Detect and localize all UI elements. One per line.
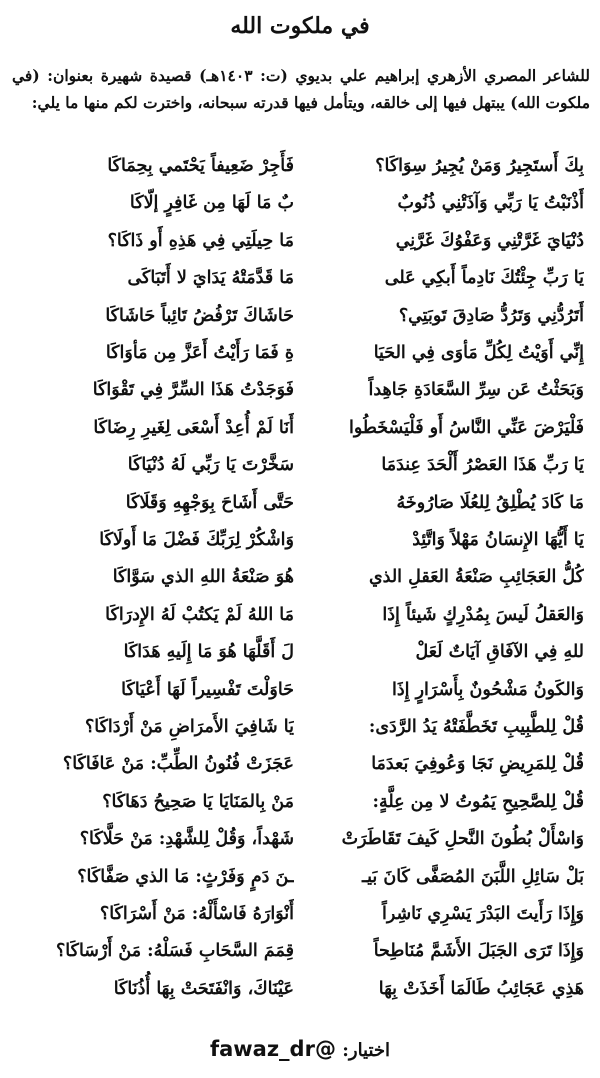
page-title: في ملكوت الله — [230, 13, 370, 39]
verse-first-hemistich: بِكَ أَستَجِيرُ وَمَنْ يُجِيرُ سِوَاكَا؟ — [375, 156, 584, 176]
verse-row — [0, 485, 600, 521]
verse-row — [0, 896, 600, 932]
verse-second-hemistich: لَ أَقَلَّهَا هُوَ مَا إِلَيهِ هَدَاكَا — [123, 642, 294, 663]
verse-first-hemistich: يَا رَبِّ جِئْتُكَ نَادِماً أَبكِي عَلى — [384, 268, 584, 289]
verse-first-hemistich: أَتَرُدُّنِي وَتَرُدُّ صَادِقَ تَوبَتِي؟ — [398, 305, 584, 326]
verse-second-hemistich: ـنَ دَمٍ وَفَرْثٍ: مَا الذي صَفَّاكَا؟ — [77, 866, 294, 887]
verse-first-hemistich: بَلْ سَائِلِ اللَّبَنَ المُصَفَّى كَانَ بَيـ — [361, 866, 584, 887]
verse-second-hemistich: شَهْداً، وَقُلْ لِلشَّهْدِ: مَنْ حَلَّاكَا؟ — [79, 829, 294, 850]
verse-second-hemistich: هُوَ صَنْعَةُ اللهِ الذي سَوَّاكَا — [112, 567, 294, 588]
verse-row — [0, 223, 600, 259]
verse-second-hemistich: ةِ فَمَا رَأَيْتُ أَعَزَّ مِن مَأوَاكَا — [105, 343, 294, 363]
verse-first-hemistich: كُلُّ العَجَائِبِ صَنْعَةُ العَقلِ الذي — [368, 567, 584, 588]
verse-row — [0, 335, 600, 371]
verse-first-hemistich: وَإِذَا تَرَى الجَبَلَ الأَشَمَّ مُنَاطِحاً — [373, 941, 584, 962]
verse-first-hemistich: أَذْنَبْتُ يَا رَبِّي وَآذَتْنِي ذُنُوبٌ — [397, 193, 584, 214]
verse-row — [0, 672, 600, 708]
verse-second-hemistich: فَوَجَدْتُ هَذَا السِّرَّ فِي تَقْوَاكَا — [92, 380, 294, 401]
verse-first-hemistich: يَا أَيُّهَا الإِنسَانُ مَهْلاً وَاتَّئِدْ — [412, 530, 584, 550]
verse-first-hemistich: وَبَحَثْتُ عَن سِرِّ السَّعَادَةِ جَاهِداً — [368, 380, 584, 401]
verse-row — [0, 410, 600, 446]
verse-first-hemistich: فَلْيَرْضَ عَنِّي النَّاسُ أَو فَلْيَسْخَطُوا — [348, 417, 584, 438]
verse-row — [0, 372, 600, 408]
verse-second-hemistich: بٌ مَا لَهَا مِن غَافِرٍ إلّاكَا — [129, 193, 294, 214]
verse-row — [0, 821, 600, 857]
poem — [0, 148, 600, 1010]
verse-first-hemistich: مَا كَادَ يُطْلِقُ لِلعُلَا صَارُوخَهُ — [396, 492, 584, 513]
verse-second-hemistich: مَا قَدَّمَتْهُ يَدَايَ لا أَتَبَاكَى — [127, 268, 294, 289]
verse-row — [0, 859, 600, 895]
verse-row — [0, 933, 600, 969]
verse-first-hemistich: قُلْ لِلمَرِيضِ نَجَا وَعُوفِيَ بَعدَمَا — [371, 754, 584, 775]
verse-second-hemistich: أَنَا لَمْ أُعِدْ أَسْعَى لِغَيرِ رِضَاكَا — [93, 417, 294, 438]
verse-first-hemistich: وَإِذَا رَأَيتَ البَدْرَ يَسْرِي نَاشِراً — [381, 904, 584, 924]
verse-first-hemistich: وَالكَونُ مَشْحُونٌ بِأَسْرَارٍ إِذَا — [391, 679, 584, 700]
verse-second-hemistich: عَيْنَاكَ، وَانْفَتَحَتْ بِهَا أُذُنَاكَا — [113, 978, 294, 999]
verse-second-hemistich: فَأَجِرْ ضَعِيفاً يَحْتَمي بِحِمَاكَا — [107, 156, 294, 176]
verse-first-hemistich: هَذِي عَجَائِبُ طَالَمَا أَخَذَتْ بِهَا — [378, 978, 584, 999]
verse-row — [0, 971, 600, 1007]
verse-second-hemistich: حَاشَاكَ تَرْفُضُ تَائِباً حَاشَاكَا — [105, 305, 294, 326]
verse-first-hemistich: إِنِّي أَوَيْتُ لِكُلِّ مَأوَى فِي الحَيَا — [373, 343, 584, 363]
verse-second-hemistich: سَخَّرْتَ يَا رَبِّي لَهُ دُنْيَاكَا — [127, 455, 294, 476]
intro-paragraph: للشاعر المصري الأزهري إبراهيم علي بديوي (ت: ١٤٠٣هـ) قصيدة شهيرة بعنوان: (في ملكوت الله) يبتهل فيها إلى خالقه، ويتأمل فيها قدرته سبحانه، واخترت لكم منها ما يلي: — [12, 66, 590, 112]
verse-first-hemistich: دُنْيَايَ غَرَّتْنِي وَعَفْوُكَ غَرَّنِي — [395, 230, 584, 251]
credit-label: اختيار: — [342, 1040, 391, 1061]
verse-row — [0, 784, 600, 820]
verse-row — [0, 260, 600, 296]
verse-second-hemistich: عَجَزَتْ فُنُونُ الطِّبِّ: مَنْ عَافَاكَا؟ — [62, 754, 294, 775]
verse-first-hemistich: للهِ فِي الآفَاقِ آيَاتٌ لَعَلْ — [415, 642, 584, 663]
verse-first-hemistich: وَالعَقلُ لَيسَ بِمُدْرِكٍ شَيئاً إِذَا — [382, 604, 584, 625]
credit-line — [0, 1030, 600, 1068]
verse-second-hemistich: مَا اللهُ لَمْ يَكتُبْ لَهُ الإِدرَاكَا — [105, 604, 294, 625]
verse-second-hemistich: وَاشْكُرْ لِرَبِّكَ فَضْلَ مَا أَولَاكَا — [99, 530, 294, 550]
verse-row — [0, 298, 600, 334]
credit-handle: fawaz_dr@ — [209, 1037, 336, 1061]
verse-row — [0, 148, 600, 184]
verse-second-hemistich: حَتَّى أَشَاحَ بِوَجْهِهِ وَقَلَاكَا — [125, 492, 294, 513]
verse-row — [0, 597, 600, 633]
verse-row — [0, 634, 600, 670]
verse-row — [0, 709, 600, 745]
verse-second-hemistich: مَا حِيلَتِي فِي هَذِهِ أَو ذَاكَا؟ — [107, 230, 294, 251]
verse-row — [0, 185, 600, 221]
verse-first-hemistich: قُلْ لِلصَّحِيحِ يَمُوتُ لا مِن عِلَّةٍ: — [372, 791, 584, 812]
verse-second-hemistich: قِمَمَ السَّحَابِ فَسَلْهُ: مَنْ أَرْسَاكَا؟ — [56, 941, 294, 962]
verse-first-hemistich: وَاسْأَلْ بُطُونَ النَّحلِ كَيفَ تَقَاطَرَتْ — [341, 829, 584, 850]
verse-second-hemistich: حَاوَلْتَ تَفْسِيراً لَهَا أَعْيَاكَا — [121, 679, 294, 700]
verse-row — [0, 522, 600, 558]
verse-second-hemistich: أَنْوَارَهُ فَاسْأَلْهُ: مَنْ أَسْرَاكَا؟ — [99, 904, 294, 924]
verse-row — [0, 746, 600, 782]
verse-row — [0, 559, 600, 595]
verse-second-hemistich: يَا شَافِيَ الأَمرَاضِ مَنْ أَرْدَاكَا؟ — [84, 717, 294, 737]
verse-first-hemistich: يَا رَبِّ هَذَا العَصْرُ أَلْحَدَ عِندَمَا — [381, 455, 584, 476]
verse-row — [0, 447, 600, 483]
verse-first-hemistich: قُلْ لِلطَّبِيبِ تَخَطَّفَتْهُ يَدُ الرَّدَى: — [368, 717, 584, 737]
verse-second-hemistich: مَنْ بِالمَنَايَا يَا صَحِيحُ دَهَاكَا؟ — [102, 791, 294, 812]
